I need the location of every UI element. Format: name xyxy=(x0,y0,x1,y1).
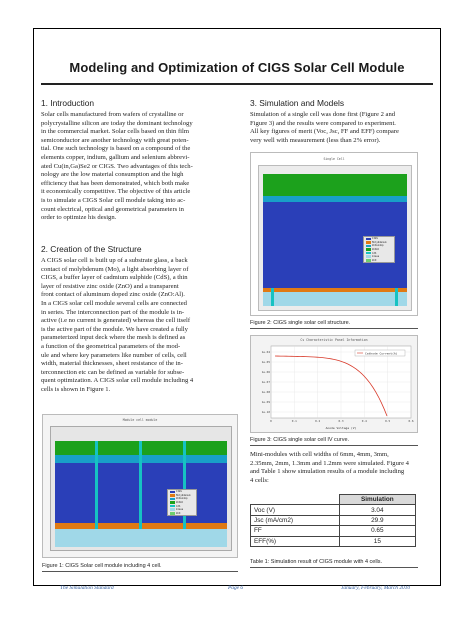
creation-line: a function of the geometrical parameters of the mod- xyxy=(41,342,181,350)
zno-top-layer xyxy=(263,174,407,196)
title-divider xyxy=(41,83,433,85)
legend-swatch xyxy=(366,248,371,251)
iv-y-tick-label: 1e-09 xyxy=(261,400,270,404)
figure-3-caption-rule xyxy=(250,445,418,446)
iv-x-axis-label: Anode Voltage (V) xyxy=(325,426,357,430)
legend-label: CIGS xyxy=(372,237,378,241)
legend-label: ZnOundop xyxy=(176,497,188,501)
legend-swatch xyxy=(170,508,175,511)
creation-line: quent optimization. A CIGS solar cell module including 4 xyxy=(41,377,194,385)
table-1-caption-rule xyxy=(250,567,418,568)
figure-3-plot-title: Cs Characteristic Panel Information xyxy=(300,338,368,342)
figure-3-caption: Figure 3: CIGS single solar cell IV curve. xyxy=(250,437,350,443)
minimodule-paragraph xyxy=(250,451,420,485)
creation-line: terconnection etc can be defined as variable for subse- xyxy=(41,368,185,376)
legend-swatch xyxy=(366,255,371,258)
table-row-value: 29.9 xyxy=(339,515,415,525)
glass-layer xyxy=(263,292,407,306)
iv-y-tick-label: 1e-10 xyxy=(261,410,270,414)
figure-2-caption-rule xyxy=(250,328,418,329)
figure-1-structure-svg xyxy=(51,427,231,550)
legend-label: CdS xyxy=(372,251,377,255)
cds-layer xyxy=(263,196,407,202)
figure-2-legend xyxy=(363,236,395,263)
creation-line: in series. The interconnection part of the module is in- xyxy=(41,308,185,316)
simulation-line: very well with measurement (less than 2% error). xyxy=(250,136,381,144)
creation-line: width, material thicknesses, sheet resistance of the in- xyxy=(41,360,183,368)
simulation-line: Simulation of a single cell was done first (Figure 2 and xyxy=(250,111,396,118)
footer-date: January, February, March 2010 xyxy=(341,585,411,591)
creation-line: parameterized input deck where the mesh is defined as xyxy=(41,334,186,342)
mo-layer xyxy=(263,288,407,292)
legend-label: ZnO xyxy=(176,511,181,515)
creation-line: active (i.e no current is generated) whereas the cell itself xyxy=(41,317,191,325)
intro-line: tial. One such technology is based on a compound of the xyxy=(41,145,191,153)
contact-left xyxy=(271,288,274,306)
figure-1-plot-area xyxy=(50,426,232,551)
intro-line: semiconductor are another technology with great poten- xyxy=(41,136,189,144)
iv-x-tick-label: 0.2 xyxy=(315,419,321,423)
figure-1-caption-rule xyxy=(42,571,238,572)
contact-right xyxy=(395,288,398,306)
intro-line: count electrical, optical and geometrical parameters in xyxy=(41,205,184,213)
intro-line: in the commercial market. Solar cells based on thin film xyxy=(41,128,189,136)
scribe-line-1 xyxy=(95,441,98,529)
creation-line: In a CIGS solar cell module several cells are connected xyxy=(41,299,187,307)
minimodule-line: Mini-modules with cell widths of 6mm, 4mm, 3mm, xyxy=(250,451,389,458)
legend-swatch xyxy=(170,501,175,504)
footer-page-number: Page 6 xyxy=(228,585,244,591)
table-header-empty xyxy=(251,495,340,505)
intro-line: elements copper, indium, gallium and selenium abbrevi- xyxy=(41,153,190,161)
creation-line: layer of resistive zinc oxide (ZnO) and a transparent xyxy=(41,282,179,290)
iv-x-tick-label: 0.4 xyxy=(361,419,367,423)
figure-2-plot-area xyxy=(258,165,412,311)
figure-2-cell-plot xyxy=(250,152,418,316)
legend-swatch xyxy=(170,494,175,497)
figure-1-plot-title: Module cell module xyxy=(122,418,158,422)
table-row-label: EFF(%) xyxy=(251,536,340,546)
figure-3-iv-curve xyxy=(250,335,418,433)
iv-y-tick-label: 1e-04 xyxy=(261,350,270,354)
legend-swatch xyxy=(366,259,371,262)
table-1-caption: Table 1: Simulation result of CIGS module with 4 cells. xyxy=(250,559,383,565)
legend-label: Glass xyxy=(372,255,380,259)
legend-swatch xyxy=(170,505,175,508)
simulation-line: All key figures of merit (Voc, Jsc, FF and EFF) compare xyxy=(250,128,399,136)
legend-swatch xyxy=(366,252,371,255)
iv-x-tick-label: 0.1 xyxy=(291,419,297,423)
iv-curve-svg xyxy=(251,342,417,432)
minimodule-line: and Table 1 show simulation results of a module including xyxy=(250,468,405,476)
figure-2-caption: Figure 2: CIGS single solar cell structure. xyxy=(250,320,351,326)
table-header-row xyxy=(251,495,416,505)
table-row xyxy=(251,515,416,525)
creation-line: front contact of aluminum doped zinc oxide (ZnO:Al). xyxy=(41,291,185,299)
legend-swatch xyxy=(170,491,175,494)
table-row-label: Voc (V) xyxy=(251,505,340,515)
table-row-label: FF xyxy=(251,526,340,536)
iv-x-tick-label: 0.5 xyxy=(385,419,391,423)
figure-1-caption: Figure 1: CIGS Solar cell module including 4 cell. xyxy=(42,563,162,569)
legend-label: Molybdenum xyxy=(372,240,387,244)
table-row-value: 3.04 xyxy=(339,505,415,515)
simulation-paragraph xyxy=(250,111,420,145)
legend-label: Glass xyxy=(176,508,184,512)
intro-line: polycrystalline silicon are today the dominant technology xyxy=(41,119,193,127)
glass-layer xyxy=(55,529,227,547)
iv-y-tick-label: 1e-06 xyxy=(261,370,270,374)
iv-legend-label: Cathode Current(A) xyxy=(365,351,398,356)
intro-heading: 1. Introduction xyxy=(41,98,95,108)
creation-line: CIGS, a buffer layer of cadmium sulphide (CdS), a thin xyxy=(41,274,188,282)
table-row xyxy=(251,536,416,546)
legend-label: ZnO xyxy=(372,258,377,262)
iv-y-tick-label: 1e-08 xyxy=(261,390,270,394)
footer-publication: The Simulation Standard xyxy=(60,585,114,591)
legend-label: Molybdenum xyxy=(176,493,191,497)
intro-line: nology are the low material consumption and the high xyxy=(41,171,184,179)
legend-label: ZnOundop xyxy=(372,244,384,248)
legend-label: CIGS xyxy=(176,490,182,494)
legend-swatch xyxy=(170,498,175,501)
figure-1-module-plot xyxy=(42,414,238,558)
scribe-line-2 xyxy=(139,441,142,529)
table-row xyxy=(251,526,416,536)
legend-swatch xyxy=(366,245,371,248)
iv-x-tick-label: 0.3 xyxy=(338,419,344,423)
intro-line: it economically competitive. The objective of this article xyxy=(41,188,191,196)
iv-y-tick-label: 1e-07 xyxy=(261,380,270,384)
legend-item xyxy=(364,259,394,263)
minimodule-line: 4 cells: xyxy=(250,476,269,484)
intro-line: Solar cells manufactured from wafers of crystalline or xyxy=(41,111,184,118)
legend-label: ZnOAl xyxy=(372,248,380,252)
creation-heading: 2. Creation of the Structure xyxy=(41,244,142,254)
simulation-line: Figure 3) and the results were compared to experiment. xyxy=(250,119,396,127)
iv-y-tick-label: 1e-05 xyxy=(261,360,270,364)
iv-x-tick-label: 0.6 xyxy=(408,419,414,423)
minimodule-line: 2.35mm, 2mm, 1.3mm and 1.2mm were simulated. Figure 4 xyxy=(250,459,409,467)
legend-swatch xyxy=(366,241,371,244)
table-row-label: Jsc (mA/cm2) xyxy=(251,515,340,525)
legend-swatch xyxy=(366,238,371,241)
legend-label: CdS xyxy=(176,504,181,508)
simulation-heading: 3. Simulation and Models xyxy=(250,98,345,108)
creation-paragraph xyxy=(41,257,239,395)
legend-item xyxy=(168,512,196,516)
legend-label: ZnOAl xyxy=(176,501,184,505)
table-row-value: 15 xyxy=(339,536,415,546)
intro-paragraph xyxy=(41,111,239,223)
creation-line: is the active part of the module. We have created a fully xyxy=(41,325,188,333)
creation-line: contact of molybdenum (Mo), a light absorbing layer of xyxy=(41,265,189,273)
table-header-simulation: Simulation xyxy=(339,495,415,505)
figure-1-legend xyxy=(167,489,197,516)
table-row xyxy=(251,505,416,515)
intro-line: is to simulate a CIGS Solar cell module taking into ac- xyxy=(41,196,186,204)
table-row-value: 0.65 xyxy=(339,526,415,536)
intro-line: efficiency that has been demonstrated, which both make xyxy=(41,179,190,187)
iv-x-tick-label: 0 xyxy=(270,419,272,423)
intro-line: ated Cu(in,Ga)Se2 or CIGS. Two advantages of this tech- xyxy=(41,162,193,170)
legend-swatch xyxy=(170,512,175,515)
simulation-results-table xyxy=(250,494,416,547)
intro-line: order to optimize his design. xyxy=(41,214,117,222)
figure-2-plot-title: Single Cell xyxy=(323,157,345,161)
page-title: Modeling and Optimization of CIGS Solar Cell Module xyxy=(69,60,405,75)
creation-line: cells is shown in Figure 1. xyxy=(41,385,111,393)
creation-line: A CIGS solar cell is built up of a substrate glass, a back xyxy=(41,257,188,264)
creation-line: ule and where key parameters like number of cells, cell xyxy=(41,351,187,359)
